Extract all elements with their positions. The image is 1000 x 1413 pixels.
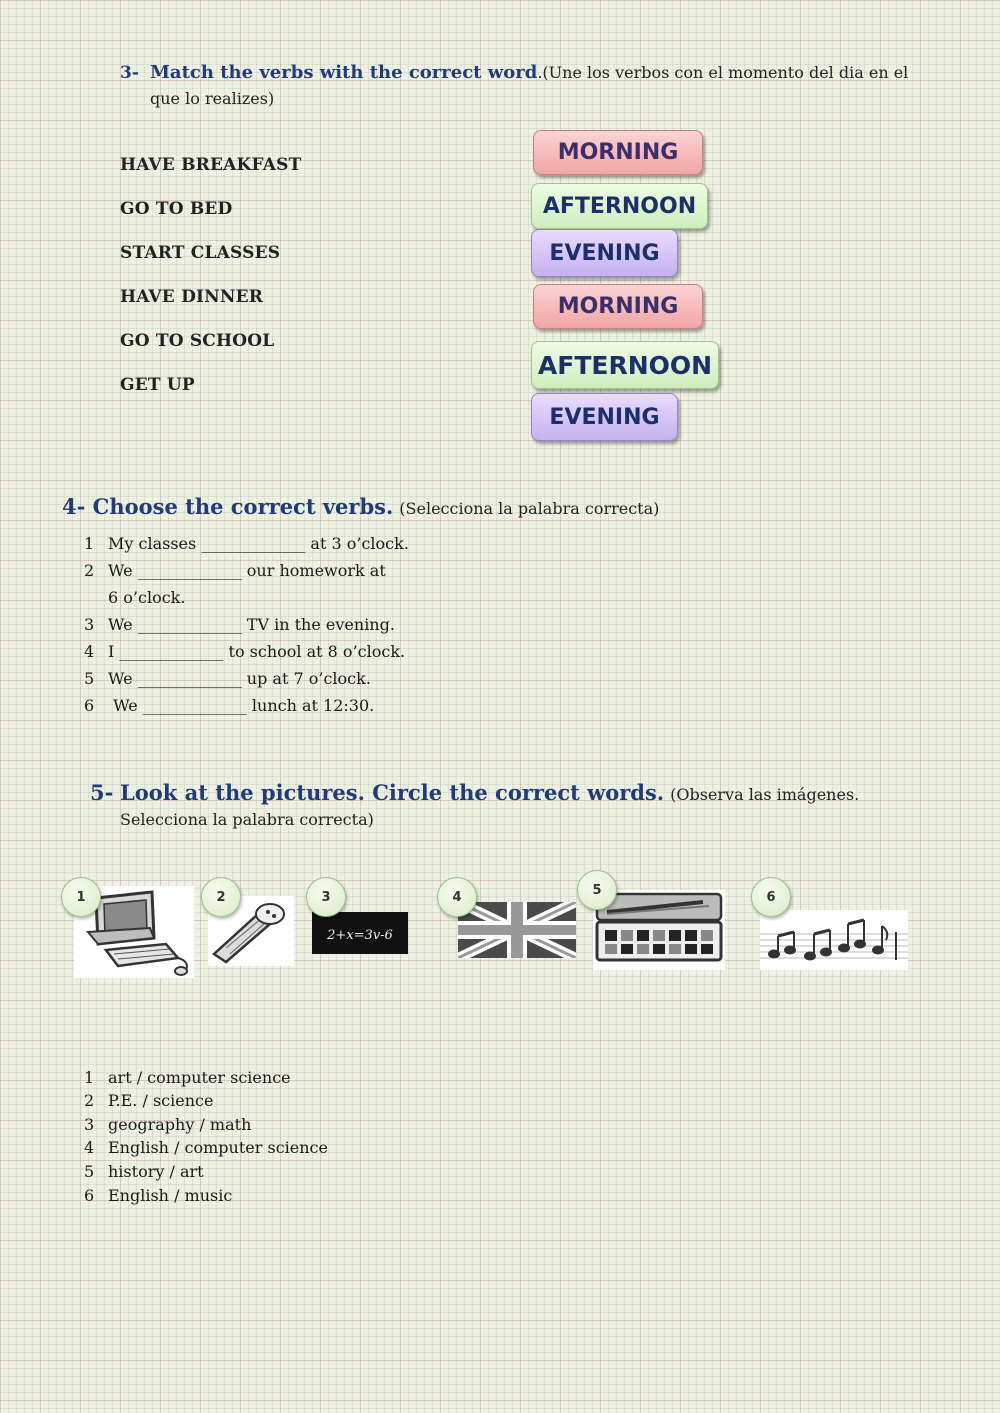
verb-item[interactable]: START CLASSES <box>120 243 281 263</box>
fill-blank-item: 2 We _____________ our homework at <box>84 561 386 580</box>
section-5-instruction-cont: Selecciona la palabra correcta) <box>120 810 374 829</box>
section-5-title: Look at the pictures. Circle the correct words <box>120 780 657 805</box>
verb-item[interactable]: GO TO BED <box>120 199 233 219</box>
option-evening-card[interactable]: EVENING <box>531 229 678 277</box>
section-5-number: 5- <box>90 780 114 805</box>
section-3-title: Match the verbs with the correct word <box>150 62 538 83</box>
verb-item[interactable]: GO TO SCHOOL <box>120 331 275 351</box>
fill-blank-item-continued: 6 o’clock. <box>108 588 186 607</box>
word-choice-item[interactable]: 4 English / computer science <box>84 1138 328 1157</box>
verb-item[interactable]: GET UP <box>120 375 195 395</box>
math-equation-picture <box>312 912 408 954</box>
answer-blank[interactable]: _____________ <box>142 696 247 715</box>
fill-blank-item: 5 We _____________ up at 7 o’clock. <box>84 669 371 688</box>
fill-blank-item: 1 My classes _____________ at 3 o’clock. <box>84 534 409 553</box>
word-choice-item[interactable]: 6 English / music <box>84 1186 233 1205</box>
uk-flag-picture <box>458 902 576 958</box>
picture-number-badge: 1 <box>61 877 101 917</box>
section-3-header <box>120 60 930 112</box>
picture-number-badge: 4 <box>437 877 477 917</box>
option-morning-card[interactable]: MORNING <box>533 130 703 175</box>
section-3-number: 3- <box>120 63 139 83</box>
picture-number-badge: 2 <box>201 877 241 917</box>
picture-number-badge: 6 <box>751 877 791 917</box>
section-5-header: 5- Look at the pictures. Circle the correct words. (Observa las imágenes. <box>90 780 860 805</box>
section-4-header <box>62 494 659 519</box>
fill-blank-item: 6 We _____________ lunch at 12:30. <box>84 696 375 715</box>
music-notes-picture <box>760 910 908 970</box>
svg-text:2+x=3v-6: 2+x=3v-6 <box>327 928 393 943</box>
verb-item[interactable]: HAVE DINNER <box>120 287 264 307</box>
verb-item[interactable]: HAVE BREAKFAST <box>120 155 302 175</box>
picture-number-badge: 5 <box>577 870 617 910</box>
option-afternoon-card[interactable]: AFTERNOON <box>531 341 719 389</box>
section-4-instruction: (Selecciona la palabra correcta) <box>399 499 660 518</box>
option-morning-card[interactable]: MORNING <box>533 284 703 329</box>
answer-blank[interactable]: _____________ <box>137 561 242 580</box>
answer-blank[interactable]: _____________ <box>137 669 242 688</box>
word-choice-item[interactable]: 3 geography / math <box>84 1115 252 1134</box>
fill-blank-item: 4 I _____________ to school at 8 o’clock. <box>84 642 406 661</box>
answer-blank[interactable]: _____________ <box>137 615 242 634</box>
option-afternoon-card[interactable]: AFTERNOON <box>531 183 708 229</box>
picture-number-badge: 3 <box>306 877 346 917</box>
section-3-instruction-cont: que lo realizes) <box>150 89 275 108</box>
section-3-instruction: .(Une los verbos con el momento del dia en el <box>537 63 909 82</box>
word-choice-item[interactable]: 5 history / art <box>84 1162 204 1181</box>
answer-blank[interactable]: _____________ <box>201 534 306 553</box>
word-choice-item[interactable]: 1 art / computer science <box>84 1068 291 1087</box>
option-evening-card[interactable]: EVENING <box>531 393 678 441</box>
answer-blank[interactable]: _____________ <box>119 642 224 661</box>
word-choice-item[interactable]: 2 P.E. / science <box>84 1091 214 1110</box>
section-5-instruction: (Observa las imágenes. <box>670 785 860 804</box>
section-4-title: 4- Choose the correct verbs. <box>62 494 394 519</box>
fill-blank-item: 3 We _____________ TV in the evening. <box>84 615 395 634</box>
